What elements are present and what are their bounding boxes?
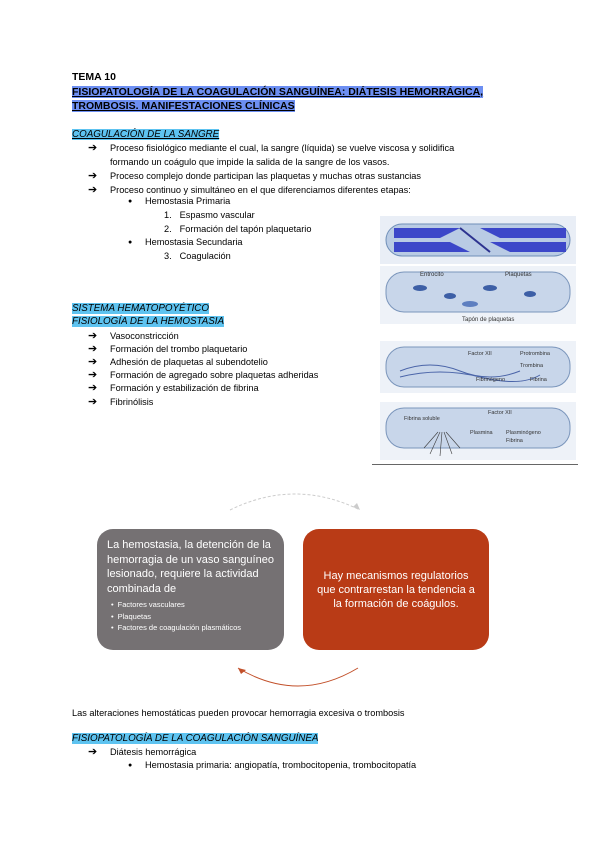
list-item: ➔ Formación del trombo plaquetario (88, 343, 248, 355)
platelet-plug-illustration (380, 266, 576, 324)
list-item: ➔ Proceso fisiológico mediante el cual, la sangre (líquida) se vuelve viscosa y solidifica (88, 142, 455, 154)
arrow-right-icon: ➔ (88, 142, 98, 154)
svg-text:Fibrina soluble: Fibrina soluble (404, 416, 440, 422)
svg-text:Plasmina: Plasmina (470, 430, 493, 436)
bottom-arc-arrow (228, 664, 368, 694)
svg-text:Fibrina: Fibrina (506, 438, 523, 444)
list-item: ➔ Vasoconstricción (88, 330, 179, 342)
svg-text:Factor XII: Factor XII (468, 351, 492, 357)
fibrinolysis-illustration (380, 402, 576, 460)
arrow-right-icon: ➔ (88, 746, 98, 758)
arrow-right-icon: ➔ (88, 369, 98, 381)
coagulation-illustration (380, 341, 576, 393)
section-heading-coagulacion: COAGULACIÓN DE LA SANGRE (72, 129, 220, 140)
section-heading-hematopoyetico: SISTEMA HEMATOPOYÉTICO (72, 303, 209, 314)
list-item: ➔ Diátesis hemorrágica (88, 746, 197, 758)
title-line-1: FISIOPATOLOGÍA DE LA COAGULACIÓN SANGUÍNEA: DIÁTESIS HEMORRÁGICA, (72, 86, 484, 98)
list-item-secundaria: ● Hemostasia Secundaria (128, 237, 243, 247)
arrow-right-icon: ➔ (88, 184, 98, 196)
bullet-icon: ● (128, 762, 133, 769)
page-title (72, 86, 522, 113)
arrow-right-icon: ➔ (88, 396, 98, 408)
numbered-item: 1. Espasmo vascular (164, 210, 255, 220)
hemostasis-factors-list (111, 599, 241, 634)
arrow-right-icon: ➔ (88, 330, 98, 342)
list-item-primaria: ● Hemostasia Primaria (128, 196, 231, 206)
list-item-sub: ● Hemostasia primaria: angiopatía, trombocitopenia, trombocitopatía (128, 760, 417, 770)
list-item-continuation: formando un coágulo que impide la salida de la sangre de los vasos. (110, 157, 390, 167)
svg-text:Fibrinógeno: Fibrinógeno (476, 377, 506, 383)
label-tapon: Tapón de plaquetas (462, 317, 515, 323)
title-line-2: TROMBOSIS. MANIFESTACIONES CLÍNICAS (72, 99, 295, 112)
section-heading-fisiopatologia: FISIOPATOLOGÍA DE LA COAGULACIÓN SANGUÍNEA (72, 733, 319, 744)
section-heading-hemostasia: FISIOLOGÍA DE LA HEMOSTASIA (72, 316, 225, 327)
list-item: • Factores vasculares (111, 599, 241, 611)
regulation-card (303, 529, 489, 650)
vessel-spasm-illustration (380, 216, 576, 264)
list-item: ➔ Proceso continuo y simultáneo en el que diferenciamos diferentes etapas: (88, 184, 411, 196)
list-item: ➔ Fibrinólisis (88, 396, 154, 408)
numbered-item: 2. Formación del tapón plaquetario (164, 224, 312, 234)
list-item: • Plaquetas (111, 611, 241, 623)
arrow-right-icon: ➔ (88, 343, 98, 355)
hemostasis-text: La hemostasia, la detención de la hemorragia de un vaso sanguíneo lesionado, requiere la actividad combinada de (107, 539, 274, 595)
svg-text:Plasminógeno: Plasminógeno (506, 430, 541, 436)
top-arc-arrow (220, 484, 370, 514)
bullet-icon: ● (128, 198, 133, 205)
arrow-right-icon: ➔ (88, 170, 98, 182)
svg-text:Protrombina: Protrombina (520, 351, 550, 357)
label-entrocito: Entrocito (420, 272, 444, 278)
svg-text:Factor XII: Factor XII (488, 410, 512, 416)
arrow-right-icon: ➔ (88, 382, 98, 394)
intro-paragraph: Las alteraciones hemostáticas pueden provocar hemorragia excesiva o trombosis (72, 708, 405, 718)
hemostasis-card (97, 529, 284, 650)
topic-number: TEMA 10 (72, 71, 116, 83)
label-plaquetas: Plaquetas (505, 272, 532, 278)
list-item: ➔ Formación y estabilización de fibrina (88, 382, 259, 394)
list-item: • Factores de coagulación plasmáticos (111, 622, 241, 634)
svg-text:Fibrina: Fibrina (530, 377, 547, 383)
svg-text:Trombina: Trombina (520, 363, 544, 369)
list-item: ➔ Adhesión de plaquetas al subendotelio (88, 356, 268, 368)
list-item: ➔ Formación de agregado sobre plaquetas adheridas (88, 369, 319, 381)
divider (372, 464, 578, 465)
numbered-item: 3. Coagulación (164, 251, 231, 261)
bullet-icon: ● (128, 239, 133, 246)
arrow-right-icon: ➔ (88, 356, 98, 368)
list-item: ➔ Proceso complejo donde participan las plaquetas y muchas otras sustancias (88, 170, 422, 182)
regulation-text: Hay mecanismos regulatorios que contrarrestan la tendencia a la formación de coágulos. (317, 570, 475, 610)
